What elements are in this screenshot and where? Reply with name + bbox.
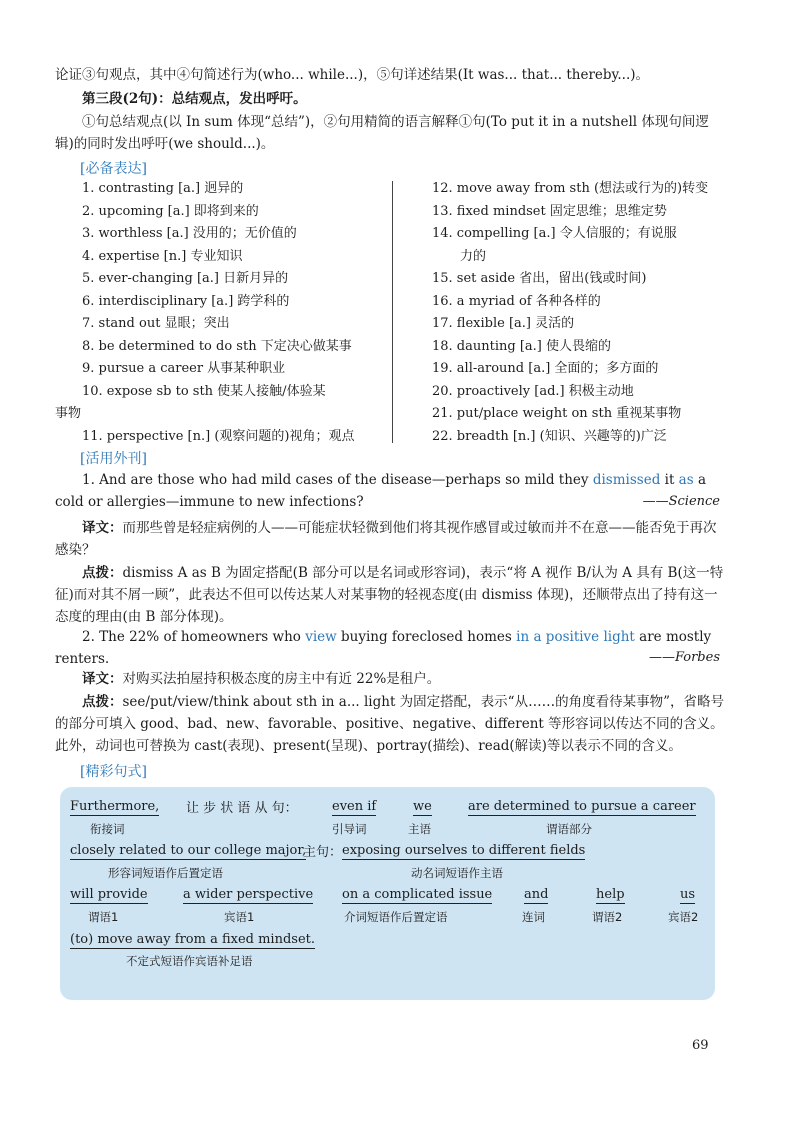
vocab-item: 2. upcoming [a.] 即将到来的 bbox=[82, 203, 259, 219]
label-connective: 衔接词 bbox=[90, 822, 125, 836]
vocab-item: 16. a myriad of 各种各样的 bbox=[432, 293, 601, 309]
label-infinitive: 不定式短语作宾语补足语 bbox=[126, 954, 253, 968]
vocab-item: 6. interdisciplinary [a.] 跨学科的 bbox=[82, 293, 290, 309]
highlight-in-a-positive-light: in a positive light bbox=[516, 629, 635, 645]
help-text: help bbox=[596, 887, 625, 902]
highlight-view: view bbox=[305, 629, 337, 645]
label-subject: 主语 bbox=[408, 822, 431, 836]
vocab-item: 14. compelling [a.] 令人信服的；有说服 bbox=[432, 226, 677, 241]
main-clause-label: 主句： bbox=[303, 845, 343, 860]
label-predicate-2: 谓语2 bbox=[592, 910, 623, 924]
us-text: us bbox=[680, 887, 696, 902]
closely-related-text: closely related to our college major, bbox=[70, 843, 307, 858]
page-number: 69 bbox=[692, 1038, 709, 1053]
section-sentence-heading: [精彩句式] bbox=[80, 764, 147, 780]
furthermore-text: Furthermore, bbox=[70, 799, 160, 814]
example-1-translation: 译文：而那些曾是轻症病例的人——可能症状轻微到他们将其视作感冒或过敏而并不在意——能否免于再次感染？ bbox=[55, 520, 717, 558]
example-2-translation: 译文：对购买法拍屋持积极态度的房主中有近 22%是租户。 bbox=[82, 671, 441, 687]
vocab-item-continuation: 事物 bbox=[55, 406, 82, 421]
vocab-item: 10. expose sb to sth 使某人接触/体验某 bbox=[82, 383, 326, 399]
label-predicate-1: 谓语1 bbox=[88, 910, 119, 924]
label-adj-phrase: 形容词短语作后置定语 bbox=[108, 866, 223, 880]
vocab-item: 1. contrasting [a.] 迥异的 bbox=[82, 181, 244, 196]
label-object-1: 宾语1 bbox=[224, 910, 255, 924]
exposing-text: exposing ourselves to different fields bbox=[342, 843, 586, 858]
wider-perspective-text: a wider perspective bbox=[183, 887, 314, 902]
label-prep-phrase: 介词短语作后置定语 bbox=[344, 910, 448, 924]
column-divider bbox=[392, 181, 393, 443]
vocab-item: 9. pursue a career 从事某种职业 bbox=[82, 361, 286, 376]
vocab-item: 8. be determined to do sth 下定决心做某事 bbox=[82, 338, 352, 354]
vocab-item: 17. flexible [a.] 灵活的 bbox=[432, 316, 575, 331]
vocab-item: 19. all-around [a.] 全面的；多方面的 bbox=[432, 361, 659, 376]
vocab-item: 15. set aside 省出，留出(钱或时间) bbox=[432, 271, 647, 286]
example-2-tip: 点拨：see/put/view/think about sth in a... light 为固定搭配，表示“从……的角度看待某事物”，省略号的部分可填入 good、bad、new、favorable、positive、negative、different 等形容词以传达不同的含义。此外，动词也可替换为 cast(表现)、present(呈现)、portray(描绘)、read(解读)等以表示不同的含义。 bbox=[55, 694, 724, 754]
label-guide-word: 引导词 bbox=[332, 822, 367, 836]
we-text: we bbox=[413, 799, 432, 814]
vocab-item: 7. stand out 显眼；突出 bbox=[82, 316, 230, 331]
intro-line: 论证③句观点，其中④句简述行为(who... while...)，⑤句详述结果(It was... that... thereby...)。 bbox=[55, 67, 650, 83]
label-conjunction: 连词 bbox=[522, 910, 545, 924]
vocab-item: 21. put/place weight on sth 重视某事物 bbox=[432, 406, 682, 421]
even-if-text: even if bbox=[332, 799, 377, 814]
para3-text: ①句总结观点(以 In sum 体现“总结”)，②句用精简的语言解释①句(To put it in a nutshell 体现句间逻辑)的同时发出呼吁(we should...)。 bbox=[55, 114, 709, 152]
label-gerund: 动名词短语作主语 bbox=[411, 866, 503, 880]
vocab-item: 22. breadth [n.] (知识、兴趣等的)广泛 bbox=[432, 428, 667, 444]
example-1-tip: 点拨：dismiss A as B 为固定搭配(B 部分可以是名词或形容词)，表示“将 A 视作 B/认为 A 具有 B(这一特征)而对其不屑一顾”，此表达不但可以传达某人对某事物的轻视态度(由 dismiss 体现)，还顺带点出了持有这一态度的理由(由 B 部分体现)。 bbox=[55, 565, 724, 625]
section-apply-heading: [活用外刊] bbox=[80, 451, 147, 467]
highlight-as: as bbox=[678, 472, 694, 488]
label-predicate-part: 谓语部分 bbox=[546, 822, 592, 836]
vocab-item: 12. move away from sth (想法或行为的)转变 bbox=[432, 181, 709, 196]
adverbial-clause-label: 让 步 状 语 从 句： bbox=[186, 801, 298, 816]
vocab-item: 4. expertise [n.] 专业知识 bbox=[82, 248, 243, 264]
example-2-source: ——Forbes bbox=[648, 650, 720, 665]
on-issue-text: on a complicated issue bbox=[342, 887, 493, 902]
vocab-item: 11. perspective [n.] (观察问题的)视角；观点 bbox=[82, 428, 355, 444]
example-2-sentence: 2. The 22% of homeowners who view buying foreclosed homes in a positive light are mostly renters. bbox=[55, 629, 712, 667]
vocab-item: 13. fixed mindset 固定思维；思维定势 bbox=[432, 203, 667, 219]
and-text: and bbox=[524, 887, 549, 902]
section-essential-heading: [必备表达] bbox=[80, 161, 147, 177]
example-1-source: ——Science bbox=[642, 494, 720, 509]
vocab-item: 5. ever-changing [a.] 日新月异的 bbox=[82, 271, 289, 286]
vocab-item: 3. worthless [a.] 没用的；无价值的 bbox=[82, 226, 297, 241]
determined-text: are determined to pursue a career bbox=[468, 799, 696, 814]
vocab-right-column bbox=[432, 178, 708, 448]
vocab-item: 20. proactively [ad.] 积极主动地 bbox=[432, 383, 634, 399]
para3-heading: 第三段(2句)：总结观点，发出呼吁。 bbox=[82, 91, 307, 107]
vocab-item-continuation: 力的 bbox=[460, 248, 487, 264]
label-object-2: 宾语2 bbox=[668, 910, 699, 924]
vocab-item: 18. daunting [a.] 使人畏缩的 bbox=[432, 338, 611, 354]
example-1-sentence: 1. And are those who had mild cases of the disease—perhaps so mild they dismissed it as a cold or allergies—immune to new infections? bbox=[55, 472, 706, 510]
to-move-text: (to) move away from a fixed mindset. bbox=[70, 932, 316, 947]
vocab-left-column bbox=[55, 178, 355, 448]
will-provide-text: will provide bbox=[70, 887, 148, 902]
highlight-dismissed: dismissed bbox=[592, 472, 661, 488]
